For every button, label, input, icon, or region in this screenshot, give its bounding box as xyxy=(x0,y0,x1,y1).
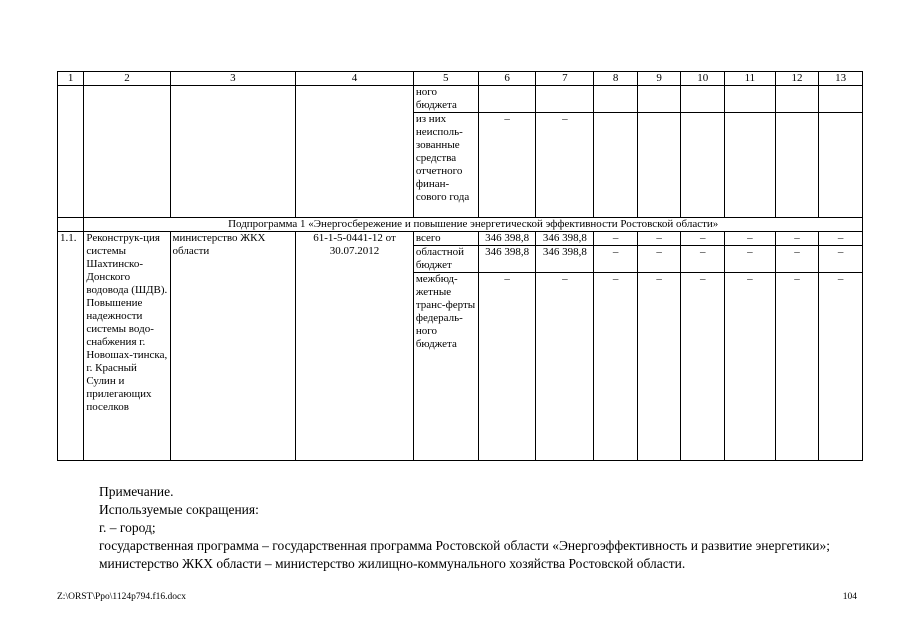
funding-source-cell: всего xyxy=(413,232,478,246)
column-header: 13 xyxy=(819,72,863,86)
value-cell: – xyxy=(681,273,725,461)
table-row xyxy=(58,232,863,246)
budget-table xyxy=(57,71,863,461)
value-cell: – xyxy=(775,273,819,461)
column-header: 5 xyxy=(413,72,478,86)
value-cell: – xyxy=(775,246,819,273)
item-name: Реконструк-ция системы Шахтинско-Донского водовода (ШДВ). Повышение надежности системы водо-снабжения г. Новошах-тинска, г. Красный Сулин и прилегающих поселков xyxy=(84,232,170,461)
value-cell: – xyxy=(775,232,819,246)
abbreviation-line: государственная программа – государственная программа Ростовской области «Энергоэффективность и развитие энергетики»; xyxy=(99,538,830,553)
abbreviation-line: министерство ЖКХ области – министерство жилищно-коммунального хозяйства Ростовской области. xyxy=(99,556,686,571)
value-cell: – xyxy=(594,246,638,273)
value-cell: – xyxy=(637,246,681,273)
value-cell: – xyxy=(681,246,725,273)
column-header: 3 xyxy=(170,72,296,86)
value-cell: – xyxy=(819,273,863,461)
subprogram-title: Подпрограмма 1 «Энергосбережение и повышение энергетической эффективности Ростовской области» xyxy=(84,218,863,232)
value-cell: – xyxy=(819,246,863,273)
column-header: 1 xyxy=(58,72,84,86)
column-header: 7 xyxy=(536,72,594,86)
value-cell: – xyxy=(536,273,594,461)
value-cell: – xyxy=(681,232,725,246)
column-header: 8 xyxy=(594,72,638,86)
table-row xyxy=(58,86,863,113)
item-number: 1.1. xyxy=(58,232,84,461)
notes-title: Примечание. xyxy=(99,484,174,499)
value-cell: – xyxy=(478,273,536,461)
item-executor: министерство ЖКХ области xyxy=(170,232,296,461)
page-number: 104 xyxy=(842,592,857,602)
column-number-row xyxy=(58,72,863,86)
notes-intro: Используемые сокращения: xyxy=(99,502,259,517)
subprogram-row xyxy=(58,218,863,232)
value-cell: 346 398,8 xyxy=(536,232,594,246)
funding-source-cell: ного бюджета xyxy=(413,86,478,113)
column-header: 10 xyxy=(681,72,725,86)
column-header: 4 xyxy=(296,72,414,86)
funding-source-cell: областной бюджет xyxy=(413,246,478,273)
notes-block xyxy=(57,483,863,573)
item-document: 61-1-5-0441-12 от 30.07.2012 xyxy=(296,232,414,461)
value-cell: – xyxy=(536,113,594,218)
value-cell: – xyxy=(725,273,776,461)
value-cell: 346 398,8 xyxy=(478,246,536,273)
column-header: 2 xyxy=(84,72,170,86)
funding-source-cell: из них неисполь-зованные средства отчетного финан-сового года xyxy=(413,113,478,218)
value-cell: 346 398,8 xyxy=(536,246,594,273)
column-header: 11 xyxy=(725,72,776,86)
abbreviation-line: г. – город; xyxy=(99,520,156,535)
value-cell: – xyxy=(594,232,638,246)
file-path: Z:\ORST\Ppo\1124p794.f16.docx xyxy=(57,592,186,602)
value-cell: – xyxy=(637,273,681,461)
column-header: 6 xyxy=(478,72,536,86)
value-cell: 346 398,8 xyxy=(478,232,536,246)
value-cell: – xyxy=(725,232,776,246)
value-cell: – xyxy=(594,273,638,461)
column-header: 12 xyxy=(775,72,819,86)
value-cell: – xyxy=(725,246,776,273)
value-cell: – xyxy=(637,232,681,246)
funding-source-cell: межбюд-жетные транс-ферты федераль-ного бюджета xyxy=(413,273,478,461)
value-cell: – xyxy=(478,113,536,218)
column-header: 9 xyxy=(637,72,681,86)
value-cell: – xyxy=(819,232,863,246)
